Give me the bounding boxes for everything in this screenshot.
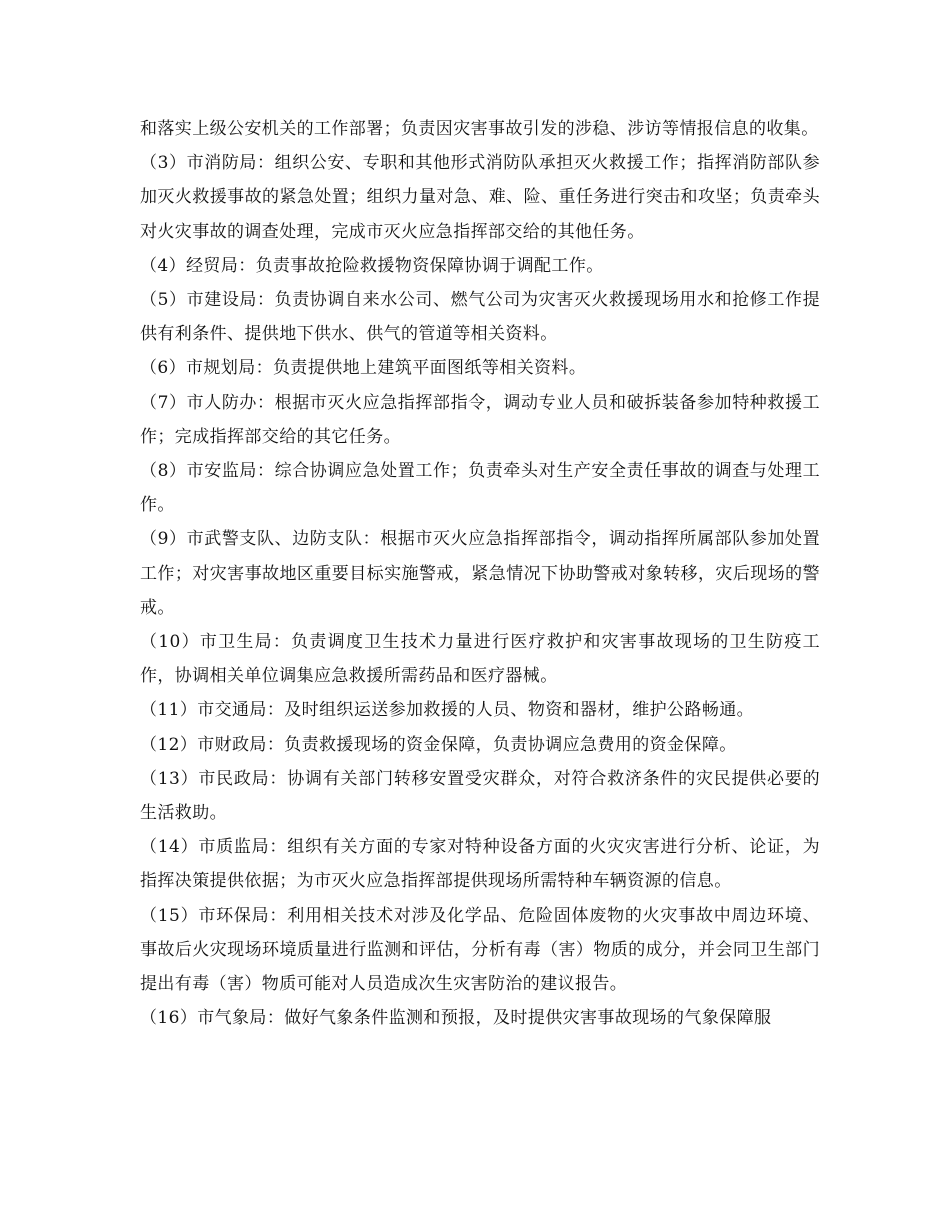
paragraph-fire-bureau: （3）市消防局：组织公安、专职和其他形式消防队承担灭火救援工作；指挥消防部队参加灭火救援事故的紧急处置；组织力量对急、难、险、重任务进行突击和攻坚；负责牵头对火灾事故的调查处理，完成市灭火应急指挥部交给的其他任务。 [140,153,820,242]
document-body [140,112,820,1035]
paragraph-transport-bureau: （11）市交通局：及时组织运送参加救援的人员、物资和器材，维护公路畅通。 [140,700,755,721]
paragraph-safety-supervision-bureau: （8）市安监局：综合协调应急处置工作；负责牵头对生产安全责任事故的调查与处理工作。 [140,461,820,516]
paragraph-environmental-protection-bureau: （15）市环保局：利用相关技术对涉及化学品、危险固体废物的火灾事故中周边环境、事故后火灾现场环境质量进行监测和评估，分析有毒（害）物质的成分，并会同卫生部门提出有毒（害）物质可能对人员造成次生灾害防治的建议报告。 [140,905,820,995]
paragraph-finance-bureau: （12）市财政局：负责救援现场的资金保障，负责协调应急费用的资金保障。 [140,734,737,755]
paragraph-health-bureau: （10）市卫生局：负责调度卫生技术力量进行医疗救护和灾害事故现场的卫生防疫工作，协调相关单位调集应急救援所需药品和医疗器械。 [140,632,820,687]
paragraph-planning-bureau: （6）市规划局：负责提供地上建筑平面图纸等相关资料。 [140,358,587,379]
paragraph-construction-bureau: （5）市建设局：负责协调自来水公司、燃气公司为灾害灭火救援现场用水和抢修工作提供有利条件、提供地下供水、供气的管道等相关资料。 [140,290,820,345]
paragraph-quality-supervision-bureau: （14）市质监局：组织有关方面的专家对特种设备方面的火灾灾害进行分析、论证，为指挥决策提供依据；为市灭火应急指挥部提供现场所需特种车辆资源的信息。 [140,837,820,892]
paragraph-armed-police-border-defense: （9）市武警支队、边防支队：根据市灭火应急指挥部指令，调动指挥所属部队参加处置工作；对灾害事故地区重要目标实施警戒，紧急情况下协助警戒对象转移，灾后现场的警戒。 [140,529,820,618]
paragraph-civil-affairs-bureau: （13）市民政局：协调有关部门转移安置受灾群众，对符合救济条件的灾民提供必要的生活救助。 [140,768,820,824]
paragraph-civil-defense-office: （7）市人防办：根据市灭火应急指挥部指令，调动专业人员和破拆装备参加特种救援工作；完成指挥部交给的其它任务。 [140,392,820,447]
paragraph-meteorological-bureau: （16）市气象局：做好气象条件监测和预报，及时提供灾害事故现场的气象保障服 [140,1008,772,1029]
paragraph-public-security-continued: 和落实上级公安机关的工作部署；负责因灾害事故引发的涉稳、涉访等情报信息的收集。 [140,119,819,139]
paragraph-economic-trade-bureau: （4）经贸局：负责事故抢险救援物资保障协调于调配工作。 [140,255,604,276]
